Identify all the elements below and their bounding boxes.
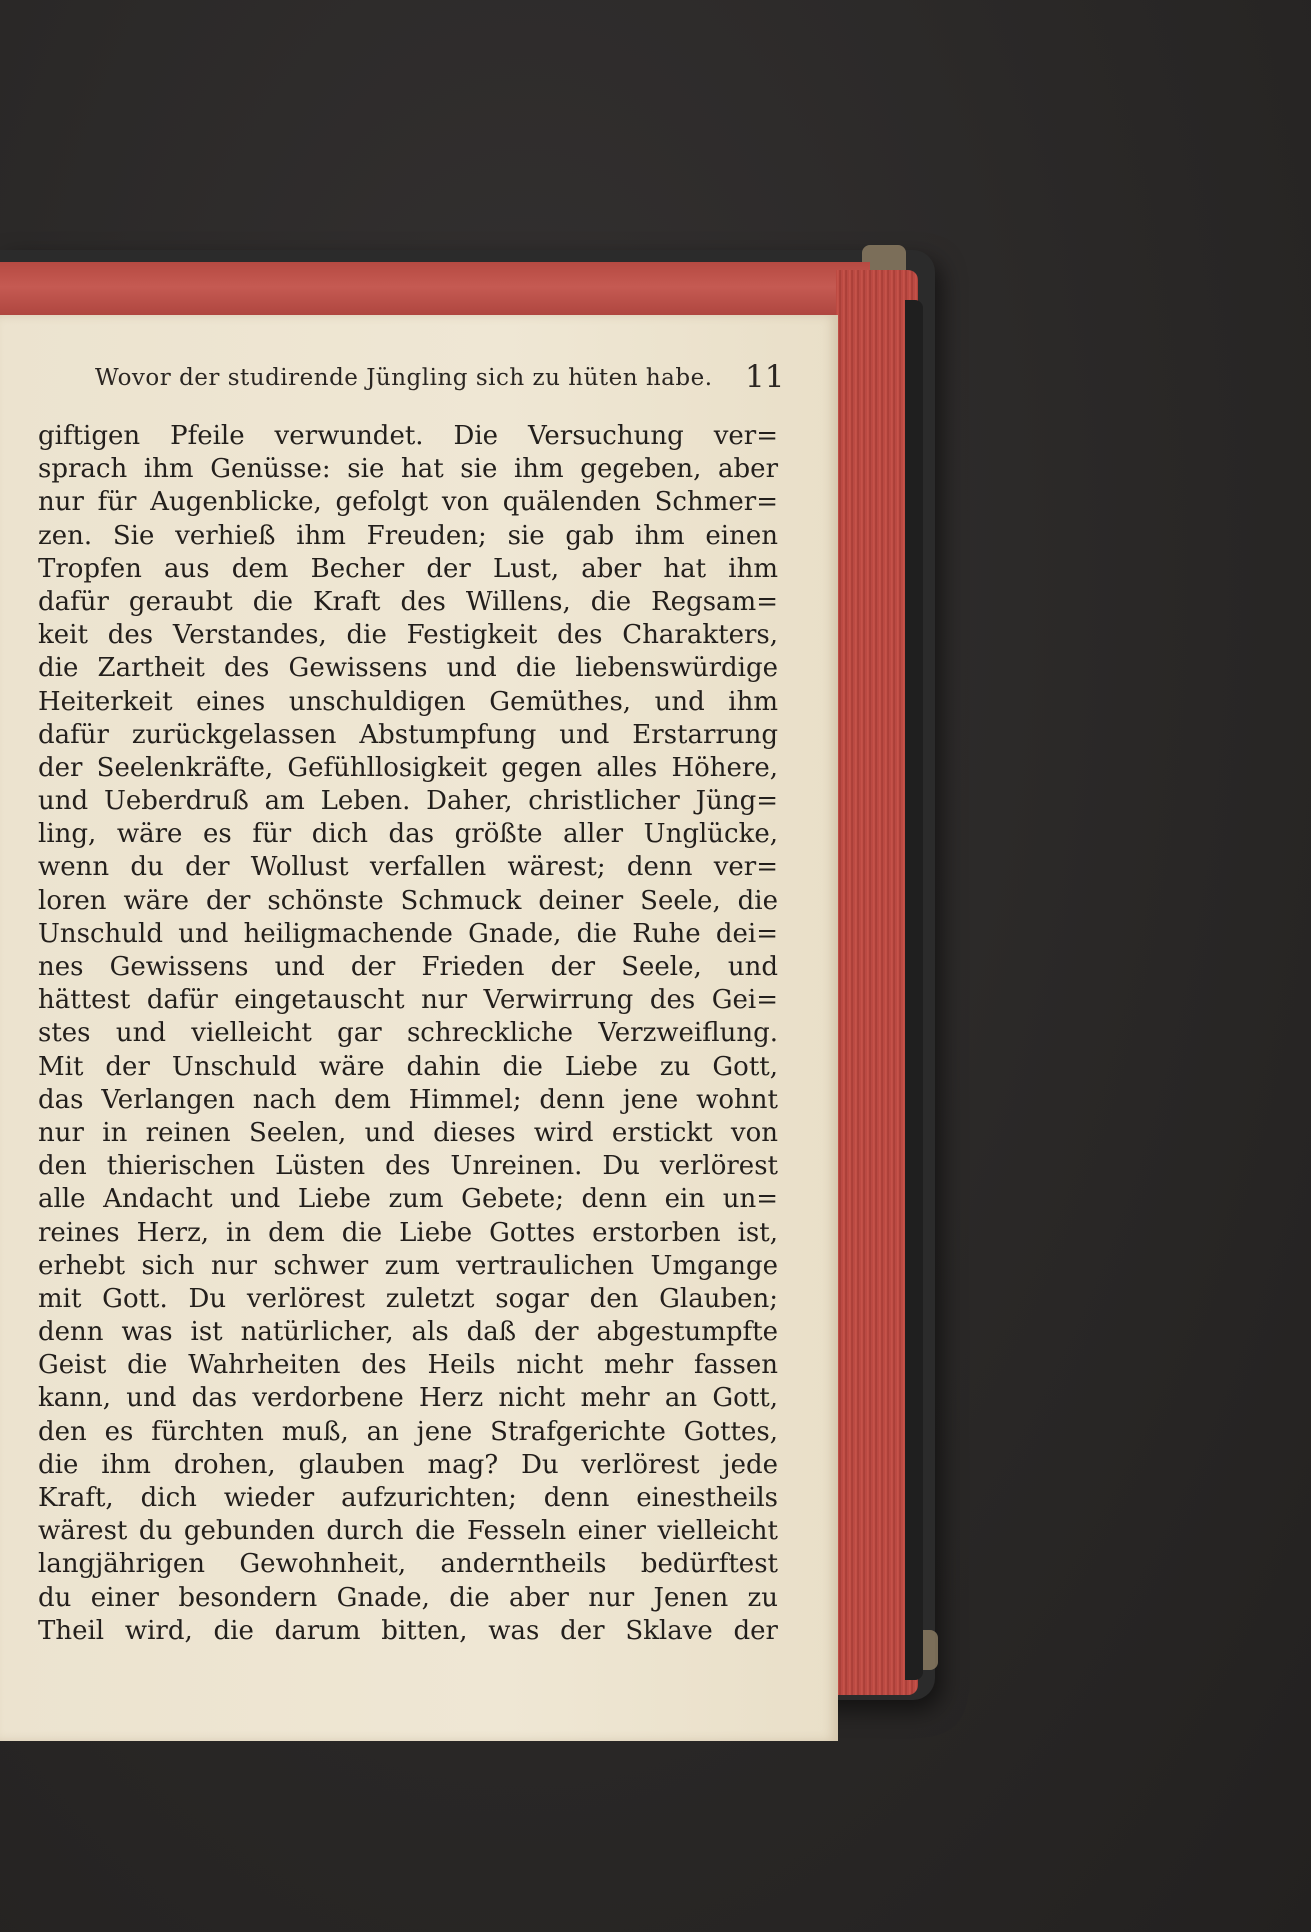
text-line: wärest du gebunden durch die Fesseln einer vielleicht bbox=[38, 1516, 778, 1547]
text-line: nur für Augenblicke, gefolgt von quälenden Schmer= bbox=[38, 487, 778, 518]
text-line: Kraft, dich wieder aufzurichten; denn einestheils bbox=[38, 1483, 778, 1513]
text-line: Tropfen aus dem Becher der Lust, aber hat ihm bbox=[38, 553, 778, 584]
text-line: kann, und das verdorbene Herz nicht mehr an Gott, bbox=[38, 1383, 778, 1414]
text-line: loren wäre der schönste Schmuck deiner Seele, die bbox=[38, 885, 778, 916]
text-line: stes und vielleicht gar schreckliche Verzweiflung. bbox=[38, 1018, 778, 1049]
text-line: ling, wäre es für dich das größte aller Unglücke, bbox=[38, 819, 778, 850]
text-line: Heiterkeit eines unschuldigen Gemüthes, und ihm bbox=[38, 686, 778, 717]
text-line: nur in reinen Seelen, und dieses wird erstickt von bbox=[38, 1117, 778, 1148]
text-line: erhebt sich nur schwer zum vertraulichen Umgange bbox=[38, 1250, 778, 1281]
page-number: 11 bbox=[745, 359, 785, 395]
text-line: du einer besondern Gnade, die aber nur Jenen zu bbox=[38, 1582, 778, 1613]
text-line: keit des Verstandes, die Festigkeit des Charakters, bbox=[38, 620, 778, 651]
text-line: denn was ist natürlicher, als daß der abgestumpfte bbox=[38, 1317, 778, 1348]
text-line: Mit der Unschuld wäre dahin die Liebe zu Gott, bbox=[38, 1051, 778, 1082]
text-line: zen. Sie verhieß ihm Freuden; sie gab ihm einen bbox=[38, 520, 778, 551]
text-line: hättest dafür eingetauscht nur Verwirrung des Gei= bbox=[38, 985, 778, 1016]
text-line: Theil wird, die darum bitten, was der Sklave der bbox=[38, 1615, 778, 1646]
book-page bbox=[0, 315, 838, 1741]
text-line: mit Gott. Du verlörest zuletzt sogar den Glauben; bbox=[38, 1283, 778, 1314]
text-line: der Seelenkräfte, Gefühllosigkeit gegen alles Höhere, bbox=[38, 752, 778, 783]
text-line: den es fürchten muß, an jene Strafgerichte Gottes, bbox=[38, 1416, 778, 1447]
text-line: und Ueberdruß am Leben. Daher, christlicher Jüng= bbox=[38, 786, 778, 817]
text-line: wenn du der Wollust verfallen wärest; denn ver= bbox=[38, 852, 778, 883]
body-text bbox=[38, 420, 778, 1648]
text-line: dafür zurückgelassen Abstumpfung und Erstarrung bbox=[38, 719, 778, 750]
text-line: giftigen Pfeile verwundet. Die Versuchung ver= bbox=[38, 421, 778, 451]
text-line: sprach ihm Genüsse: sie hat sie ihm gegeben, aber bbox=[38, 454, 778, 485]
text-line: die Zartheit des Gewissens und die liebenswürdige bbox=[38, 653, 778, 684]
text-line: den thierischen Lüsten des Unreinen. Du verlörest bbox=[38, 1151, 778, 1182]
running-head: Wovor der studirende Jüngling sich zu hüten habe. bbox=[95, 365, 713, 391]
cover-spine-edge bbox=[905, 300, 923, 1680]
text-line: Unschuld und heiligmachende Gnade, die Ruhe dei= bbox=[38, 918, 778, 949]
text-line: nes Gewissens und der Frieden der Seele, und bbox=[38, 952, 778, 982]
text-line: die ihm drohen, glauben mag? Du verlörest jede bbox=[38, 1449, 778, 1480]
text-line: Geist die Wahrheiten des Heils nicht mehr fassen bbox=[38, 1350, 778, 1381]
text-line: das Verlangen nach dem Himmel; denn jene wohnt bbox=[38, 1084, 778, 1115]
text-line: langjährigen Gewohnheit, anderntheils bedürftest bbox=[38, 1549, 778, 1580]
text-line: dafür geraubt die Kraft des Willens, die Regsam= bbox=[38, 586, 778, 617]
text-line: alle Andacht und Liebe zum Gebete; denn ein un= bbox=[38, 1184, 778, 1215]
text-line: reines Herz, in dem die Liebe Gottes erstorben ist, bbox=[38, 1217, 778, 1248]
